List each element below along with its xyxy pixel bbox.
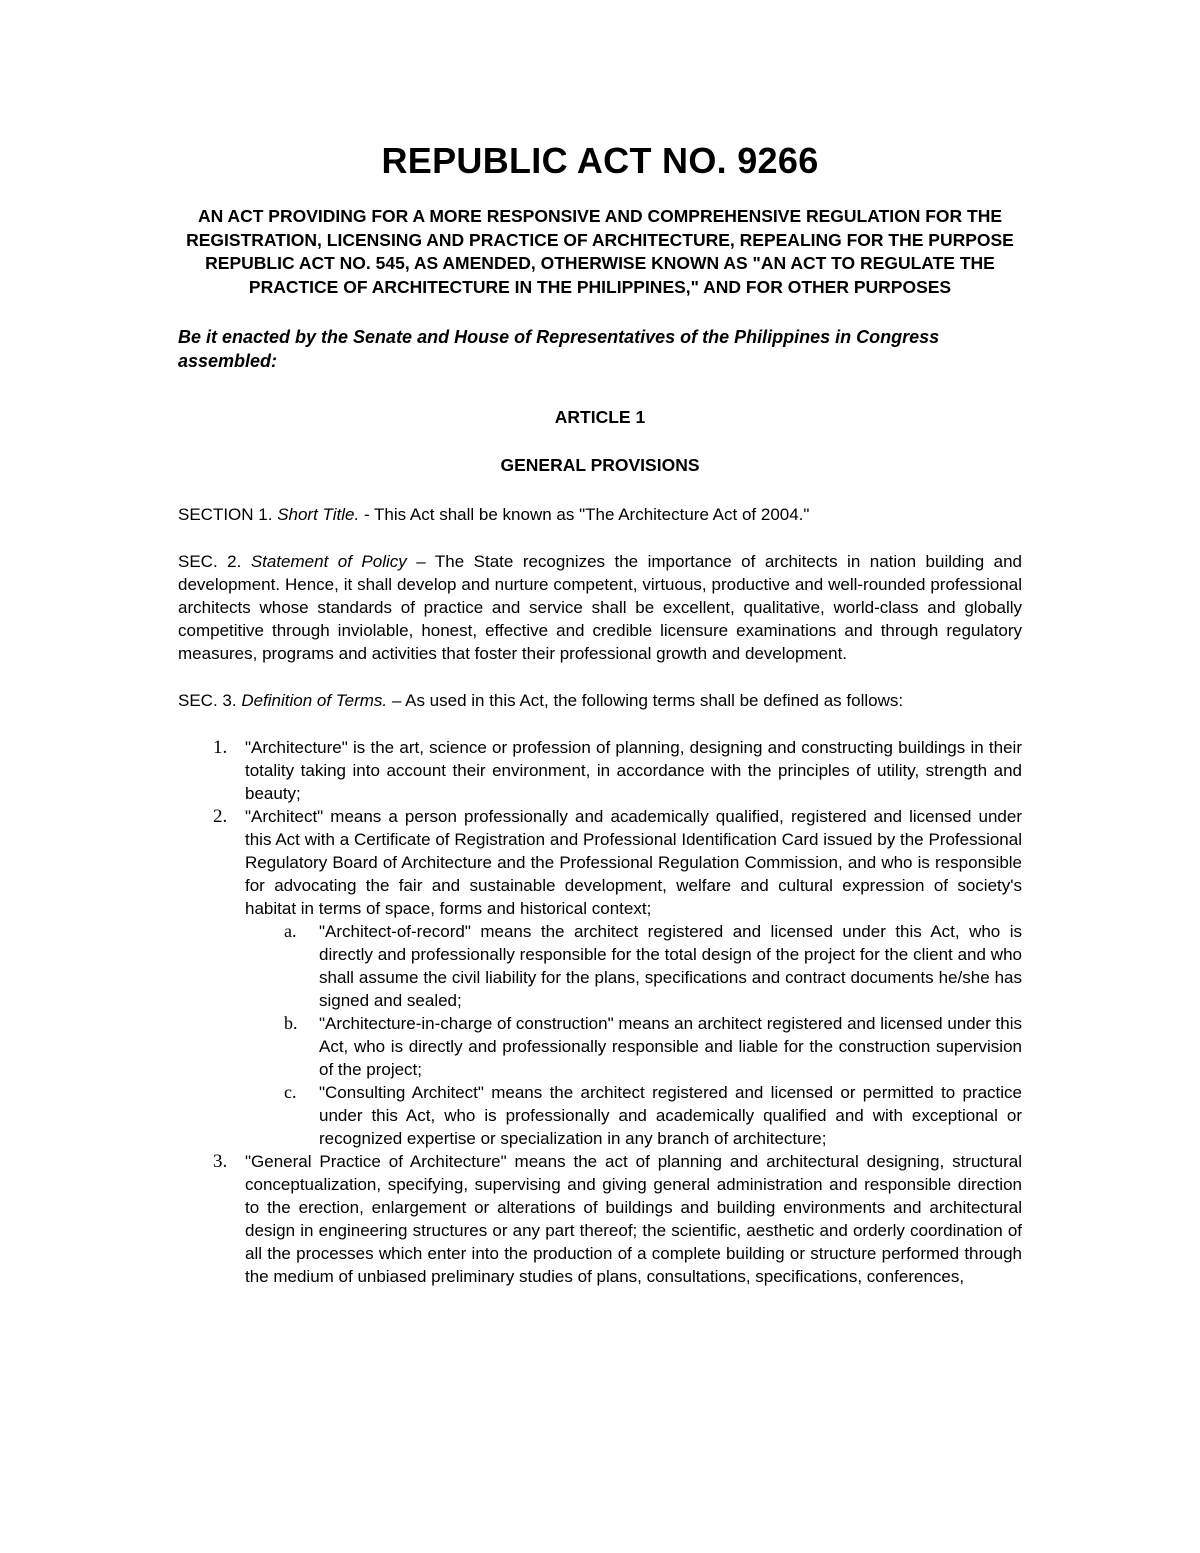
section-label: SEC. 3.: [178, 691, 242, 710]
definition-text: "Architecture" is the art, science or profession of planning, designing and constructing buildings in their totality taking into account their environment, in accordance with the principles of utility, strength and beauty;: [245, 738, 1022, 803]
sub-list-marker: c.: [284, 1082, 297, 1102]
sub-list-marker: b.: [284, 1013, 298, 1033]
section-1: [178, 503, 1022, 526]
article-heading: GENERAL PROVISIONS: [500, 455, 700, 475]
section-heading: Short Title.: [277, 505, 360, 524]
sub-definitions-list: [245, 920, 1022, 1150]
section-3: [178, 689, 1022, 712]
list-marker: 2.: [213, 806, 228, 827]
enacting-clause: Be it enacted by the Senate and House of Representatives of the Philippines in Congress assembled:: [178, 327, 940, 371]
list-marker: 3.: [213, 1151, 228, 1172]
definitions-list: [178, 736, 1022, 1288]
list-item: [178, 805, 1022, 1150]
sub-list-item: [245, 920, 1022, 1012]
page-title: REPUBLIC ACT NO. 9266: [381, 140, 819, 181]
sub-definition-text: "Consulting Architect" means the architect registered and licensed or permitted to practice under this Act, who is professionally and academically qualified and with exceptional or recognized expertise or specialization in any branch of architecture;: [319, 1083, 1022, 1148]
section-text: – As used in this Act, the following terms shall be defined as follows:: [387, 691, 904, 710]
sub-definition-text: "Architecture-in-charge of construction" means an architect registered and licensed under this Act, who is directly and professionally responsible and liable for the construction supervision of the project;: [319, 1014, 1022, 1079]
sub-list-marker: a.: [284, 921, 297, 941]
sub-list-item: [245, 1012, 1022, 1081]
act-subtitle: AN ACT PROVIDING FOR A MORE RESPONSIVE AND COMPREHENSIVE REGULATION FOR THE REGISTRATION, LICENSING AND PRACTICE OF ARCHITECTURE, REPEALING FOR THE PURPOSE REPUBLIC ACT NO. 545, AS AMENDED, OTHERWISE KNOWN AS "AN ACT TO REGULATE THE PRACTICE OF ARCHITECTURE IN THE PHILIPPINES," AND FOR OTHER PURPOSES: [186, 206, 1014, 297]
sub-definition-text: "Architect-of-record" means the architect registered and licensed under this Act, who is directly and professionally responsible for the total design of the project for the client and who shall assume the civil liability for the plans, specifications and contract documents he/she has signed and sealed;: [319, 922, 1022, 1010]
section-label: SEC. 2.: [178, 552, 251, 571]
sub-list-item: [245, 1081, 1022, 1150]
section-2: [178, 550, 1022, 665]
section-text: – The State recognizes the importance of architects in nation building and development. Hence, it shall develop and nurture competent, virtuous, productive and well-rounded professional architects whose standards of practice and service shall be excellent, qualitative, world-class and globally competitive through inviolable, honest, effective and credible licensure examinations and through regulatory measures, programs and activities that foster their professional growth and development.: [178, 552, 1022, 663]
list-item: [178, 736, 1022, 805]
section-heading: Statement of Policy: [250, 552, 407, 571]
article-number: ARTICLE 1: [554, 407, 646, 427]
section-label: SECTION 1.: [178, 505, 278, 524]
list-marker: 1.: [213, 737, 228, 758]
definition-text: "Architect" means a person professionally and academically qualified, registered and licensed under this Act with a Certificate of Registration and Professional Identification Card issued by the Professional Regulatory Board of Architecture and the Professional Regulation Commission, and who is responsible for advocating the fair and sustainable development, welfare and cultural expression of society's habitat in terms of space, forms and historical context;: [245, 807, 1022, 918]
section-text: - This Act shall be known as "The Architecture Act of 2004.": [359, 505, 810, 524]
section-heading: Definition of Terms.: [241, 691, 388, 710]
definition-text: "General Practice of Architecture" means the act of planning and architectural designing, structural conceptualization, specifying, supervising and giving general administration and responsible direction to the erection, enlargement or alterations of buildings and building environments and architectural design in engineering structures or any part thereof; the scientific, aesthetic and orderly coordination of all the processes which enter into the production of a complete building or structure performed through the medium of unbiased preliminary studies of plans, consultations, specifications, conferences,: [245, 1152, 1022, 1286]
list-item: [178, 1150, 1022, 1288]
